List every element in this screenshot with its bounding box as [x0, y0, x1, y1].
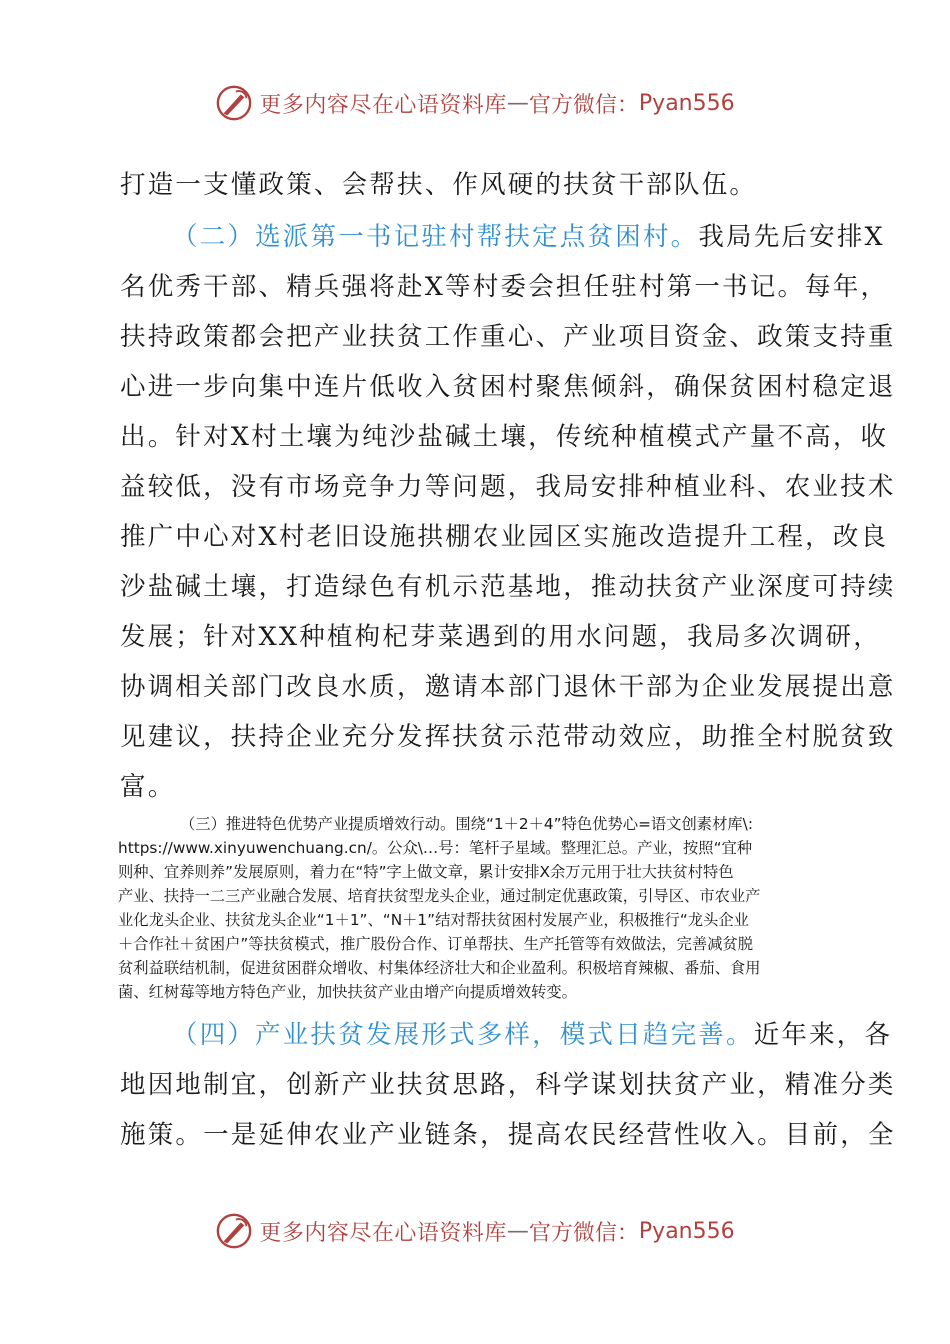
watermark-banner-top: [0, 78, 950, 128]
section3-line: 产业、扶持一二三产业融合发展、培育扶贫型龙头企业，通过制定优惠政策，引导区、市农业产: [118, 887, 761, 905]
section2-first-line: [120, 212, 885, 262]
section3-line: （三）推进特色优势产业提质增效行动。围绕“1＋2＋4”特色优势心=语文创素材库\:: [180, 815, 753, 833]
section4-line: 施策。一是延伸农业产业链条，提高农民经营性收入。目前，全: [120, 1120, 896, 1150]
section2-line: 见建议，扶持企业充分发挥扶贫示范带动效应，助推全村脱贫致: [120, 722, 896, 752]
watermark-wechat-label: 官方微信：: [528, 92, 639, 118]
section2-line: 推广中心对X村老旧设施拱棚农业园区实施改造提升工程，改良: [120, 522, 889, 552]
quill-logo-icon: [215, 84, 253, 122]
body-line: 打造一支懂政策、会帮扶、作风硬的扶贫干部队伍。: [120, 170, 758, 200]
watermark-wechat-label: 官方微信：: [528, 1220, 639, 1246]
section2-heading: （二）选派第一书记驻村帮扶定点贫困村。: [172, 222, 699, 252]
section4-first-line: [120, 1010, 893, 1060]
watermark-text: 更多内容尽在心语资料库: [259, 92, 507, 118]
section3-line: 贫利益联结机制，促进贫困群众增收、村集体经济壮大和企业盈利。积极培育辣椒、番茄、食用: [118, 959, 761, 977]
watermark-banner-bottom: [0, 1206, 950, 1256]
watermark-wechat-id: Pyan556: [638, 1218, 735, 1244]
section2-line: 协调相关部门改良水质，邀请本部门退休干部为企业发展提出意: [120, 672, 896, 702]
watermark-wechat-id: Pyan556: [638, 90, 735, 116]
quill-logo-icon: [215, 1212, 253, 1250]
section2-line: 名优秀干部、精兵强将赴X等村委会担任驻村第一书记。每年，: [120, 272, 889, 302]
section2-line: 出。针对X村土壤为纯沙盐碱土壤，传统种植模式产量不高，收: [120, 422, 889, 452]
section2-first-line-rest: 我局先后安排X: [698, 222, 885, 252]
watermark-separator: —: [506, 90, 529, 116]
section2-line: 益较低，没有市场竞争力等问题，我局安排种植业科、农业技术: [120, 472, 896, 502]
section2-line: 扶持政策都会把产业扶贫工作重心、产业项目资金、政策支持重: [120, 322, 896, 352]
section3-line: https://www.xinyuwenchuang.cn/。公众\…号：笔杆子星域。整理汇总。产业，按照“宜种: [118, 839, 753, 857]
section2-line: 发展；针对XX种植枸杞芽菜遇到的用水问题，我局多次调研，: [120, 622, 881, 652]
section4-line: 地因地制宜，创新产业扶贫思路，科学谋划扶贫产业，精准分类: [120, 1070, 896, 1100]
section4-first-line-rest: 近年来，各: [753, 1020, 893, 1050]
section3-line: 则种、宜养则养”发展原则，着力在“特”字上做文章，累计安排X余万元用于壮大扶贫村特色: [118, 863, 734, 881]
section2-line: 沙盐碱土壤，打造绿色有机示范基地，推动扶贫产业深度可持续: [120, 572, 896, 602]
section3-line: 菌、红树莓等地方特色产业，加快扶贫产业由增产向提质增效转变。: [118, 983, 577, 1001]
section2-line: 富。: [120, 772, 176, 802]
section2-line: 心进一步向集中连片低收入贫困村聚焦倾斜，确保贫困村稳定退: [120, 372, 896, 402]
section3-line: ＋合作社＋贫困户”等扶贫模式，推广股份合作、订单帮扶、生产托管等有效做法，完善减贫脱: [118, 935, 754, 953]
section4-heading: （四）产业扶贫发展形式多样，模式日趋完善。: [172, 1020, 754, 1050]
watermark-text: 更多内容尽在心语资料库: [259, 1220, 507, 1246]
watermark-separator: —: [506, 1218, 529, 1244]
section3-line: 业化龙头企业、扶贫龙头企业“1＋1”、“N＋1”结对帮扶贫困村发展产业，积极推行“龙头企业: [118, 911, 749, 929]
